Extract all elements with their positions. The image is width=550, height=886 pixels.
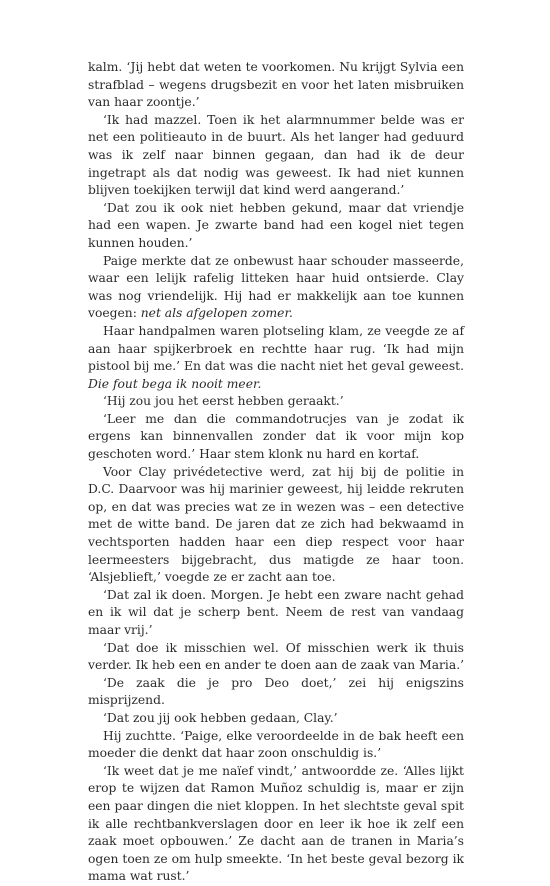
paragraph-2-text: ‘Ik had mazzel. Toen ik het alarmnummer belde was er net een politieauto in de buurt. Als het langer had geduurd was ik zelf naar binnen gegaan, dan had ik de deur ingetrapt als dat nodig was geweest. Ik had niet kunnen blijven toekijken terwijl dat kind werd aangerand.’ (88, 112, 464, 198)
paragraph-9 (88, 587, 464, 640)
book-page-text (88, 59, 464, 886)
paragraph-14-text: ‘Ik weet dat je me naïef vindt,’ antwoordde ze. ‘Alles lijkt erop te wijzen dat Ramon Muñoz schuldig is, maar er zijn een paar dingen die niet kloppen. In het slechtste geval spit ik alle rechtbankverslagen door en leer ik hoe ik zelf een zaak moet opbouwen.’ Ze dacht aan de tranen in Maria’s ogen toen ze om hulp smeekte. ‘In het beste geval bezorg ik mama wat rust.’ (88, 763, 464, 884)
paragraph-12-text: ‘Dat zou jij ook hebben gedaan, Clay.’ (103, 710, 338, 725)
paragraph-1 (88, 59, 464, 112)
paragraph-3 (88, 200, 464, 253)
paragraph-8-text: Voor Clay privédetective werd, zat hij bij de politie in D.C. Daarvoor was hij marinier geweest, hij leidde rekruten op, en dat was precies wat ze in wezen was – een detective met de witte band. De jaren dat ze zich had bekwaamd in vechtsporten hadden haar een diep respect voor haar leermeesters bijgebracht, dus matigde ze haar toon. ‘Alsjeblieft,’ voegde ze er zacht aan toe. (88, 464, 464, 585)
paragraph-13-text: Hij zuchtte. ‘Paige, elke veroordeelde in de bak heeft een moeder die denkt dat haar zoon onschuldig is.’ (88, 728, 464, 761)
paragraph-4-italic: net als afgelopen zomer. (140, 306, 293, 321)
paragraph-5-text: Haar handpalmen waren plotseling klam, ze veegde ze af aan haar spijkerbroek en rechtte haar rug. ‘Ik had mijn pistool bij me.’ En dat was die nacht niet het geval geweest. (88, 323, 464, 374)
paragraph-13 (88, 728, 464, 763)
paragraph-14 (88, 763, 464, 886)
paragraph-8 (88, 464, 464, 587)
paragraph-4-text: Paige merkte dat ze onbewust haar schouder masseerde, waar een lelijk rafelig litteken haar huid ontsierde. Clay was nog vriendelijk. Hij had er makkelijk aan toe kunnen voegen: (88, 253, 464, 321)
paragraph-7-text: ‘Leer me dan die commandotrucjes van je zodat ik ergens kan binnenvallen zonder dat ik voor mijn kop geschoten word.’ Haar stem klonk nu hard en kortaf. (88, 411, 464, 462)
paragraph-3-text: ‘Dat zou ik ook niet hebben gekund, maar dat vriendje had een wapen. Je zwarte band had een kogel niet tegen kunnen houden.’ (88, 200, 464, 250)
paragraph-6-text: ‘Hij zou jou het eerst hebben geraakt.’ (103, 394, 344, 409)
paragraph-2 (88, 112, 464, 200)
paragraph-7 (88, 411, 464, 464)
paragraph-10-text: ‘Dat doe ik misschien wel. Of misschien werk ik thuis verder. Ik heb een en ander te doen aan de zaak van Maria.’ (88, 640, 465, 673)
paragraph-10 (88, 640, 464, 675)
paragraph-5 (88, 323, 464, 393)
paragraph-5-italic: Die fout bega ik nooit meer. (88, 376, 262, 391)
paragraph-12 (88, 710, 464, 728)
paragraph-11 (88, 675, 464, 710)
paragraph-9-text: ‘Dat zal ik doen. Morgen. Je hebt een zware nacht gehad en ik wil dat je scherp bent. Neem de rest van vandaag maar vrij.’ (88, 587, 464, 637)
paragraph-6 (88, 393, 464, 411)
paragraph-4 (88, 253, 464, 323)
paragraph-11-text: ‘De zaak die je pro Deo doet,’ zei hij enigszins misprijzend. (88, 675, 464, 708)
paragraph-1-text: kalm. ‘Jij hebt dat weten te voorkomen. Nu krijgt Sylvia een strafblad – wegens drugsbezit en voor het laten misbruiken van haar zoontje.’ (88, 60, 464, 110)
